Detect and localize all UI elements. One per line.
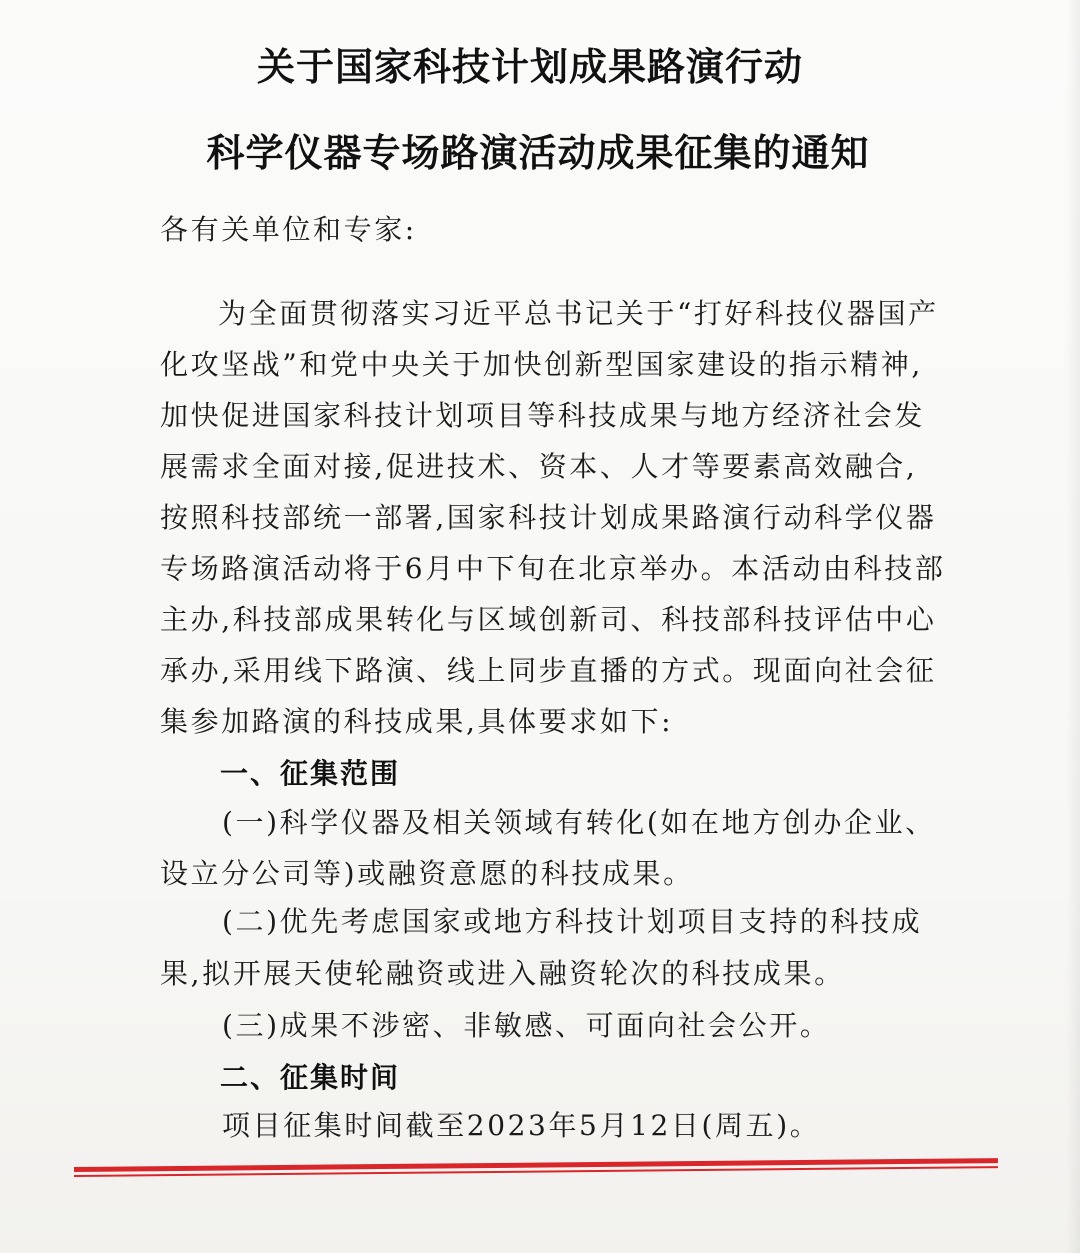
collection-deadline: 项目征集时间截至2023年5月12日(周五)。	[222, 1109, 821, 1142]
list-item-line: (二)优先考虑国家或地方科技计划项目支持的科技成	[222, 905, 923, 938]
paragraph-line: 承办,采用线下路演、线上同步直播的方式。现面向社会征	[160, 654, 937, 687]
paragraph-line: 为全面贯彻落实习近平总书记关于“打好科技仪器国产	[218, 297, 939, 330]
salutation: 各有关单位和专家:	[160, 213, 417, 246]
paragraph-line: 展需求全面对接,促进技术、资本、人才等要素高效融合,	[160, 450, 918, 483]
list-item-line: (三)成果不涉密、非敏感、可面向社会公开。	[222, 1009, 831, 1042]
section-heading-scope: 一、征集范围	[220, 757, 401, 790]
list-item-line: (一)科学仪器及相关领域有转化(如在地方创办企业、	[222, 806, 936, 839]
paragraph-line: 集参加路演的科技成果,具体要求如下:	[160, 705, 674, 738]
list-item-line: 设立分公司等)或融资意愿的科技成果。	[160, 857, 694, 890]
paragraph-line: 化攻坚战”和党中央关于加快创新型国家建设的指示精神,	[160, 348, 923, 381]
document-title-line-1: 关于国家科技计划成果路演行动	[256, 45, 803, 89]
paragraph-line: 主办,科技部成果转化与区域创新司、科技部科技评估中心	[160, 603, 937, 636]
list-item-line: 果,拟开展天使轮融资或进入融资轮次的科技成果。	[160, 957, 845, 990]
section-heading-time: 二、征集时间	[220, 1061, 401, 1094]
paragraph-line: 加快促进国家科技计划项目等科技成果与地方经济社会发	[160, 399, 926, 432]
document-title-line-2: 科学仪器专场路演活动成果征集的通知	[206, 131, 870, 175]
page-edge-shadow	[1066, 0, 1080, 1253]
paragraph-line: 按照科技部统一部署,国家科技计划成果路演行动科学仪器	[160, 501, 937, 534]
paragraph-line: 专场路演活动将于6月中下旬在北京举办。本活动由科技部	[160, 552, 946, 585]
